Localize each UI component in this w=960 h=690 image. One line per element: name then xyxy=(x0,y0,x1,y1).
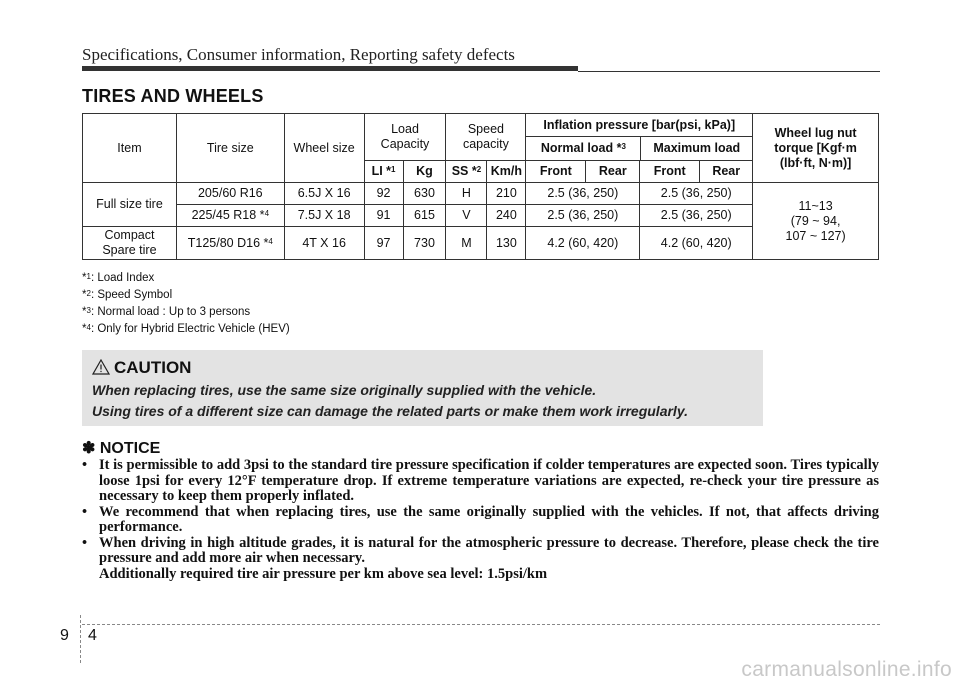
header-divider xyxy=(578,71,880,72)
cell-kmh: 210 xyxy=(487,183,526,205)
header-maximum-load: Maximum load xyxy=(653,141,741,155)
cell-li: 97 xyxy=(364,227,403,260)
watermark: carmanualsonline.info xyxy=(741,658,952,681)
header-load-capacity: Load Capacity xyxy=(364,114,446,161)
cell-maximum-load: 4.2 (60, 420) xyxy=(640,227,753,260)
header-item: Item xyxy=(83,114,177,183)
section-title: TIRES AND WHEELS xyxy=(82,86,264,106)
warning-icon xyxy=(92,359,110,380)
cell-normal-load: 2.5 (36, 250) xyxy=(526,183,640,205)
notice-item: • When driving in high altitude grades, it is natural for the atmospheric pressure to decrease. Therefore, please check the tire pressure and add more air when necessary. Additionally required tire air pressure per km above sea level: 1.5psi/km xyxy=(82,534,879,582)
caution-text: When replacing tires, use the same size originally supplied with the vehicle. Using tires of a different size can damage the related parts or make them work irregularly. xyxy=(92,382,688,419)
cell-maximum-load: 2.5 (36, 250) xyxy=(640,183,753,205)
header-inflation: Inflation pressure [bar(psi, kPa)] xyxy=(543,118,736,132)
cell-normal-load: 2.5 (36, 250) xyxy=(526,205,640,227)
header-inflation-group xyxy=(526,114,753,161)
caution-title: CAUTION xyxy=(114,358,192,377)
cell-tire-size: 205/60 R16 xyxy=(176,183,284,205)
header-kg: Kg xyxy=(403,161,446,183)
cell-normal-load: 4.2 (60, 420) xyxy=(526,227,640,260)
header-wheel-size: Wheel size xyxy=(284,114,364,183)
page-number: 4 xyxy=(88,627,97,644)
tires-wheels-table xyxy=(82,113,879,260)
cell-ss: V xyxy=(446,205,487,227)
header-title: Specifications, Consumer information, Reporting safety defects xyxy=(82,45,515,64)
header-normal-load: Normal load *$^3$ xyxy=(526,137,641,160)
page-chapter: 9 xyxy=(60,627,69,644)
cell-kg: 615 xyxy=(403,205,446,227)
cell-li: 92 xyxy=(364,183,403,205)
header-front-max: Front xyxy=(640,161,700,183)
cell-tire-size: 225/45 R18 *$^4$ xyxy=(176,205,284,227)
footnote: *$^2$: Speed Symbol xyxy=(82,289,173,301)
cell-kg: 630 xyxy=(403,183,446,205)
cell-wheel-size: 7.5J X 18 xyxy=(284,205,364,227)
header-rear-normal: Rear xyxy=(586,161,640,183)
header-kmh: Km/h xyxy=(487,161,526,183)
cell-wheel-size: 6.5J X 16 xyxy=(284,183,364,205)
notice-item: • We recommend that when replacing tires, use the same originally supplied with the vehicles. If not, that affects driving performance. xyxy=(82,503,879,535)
footnotes xyxy=(82,270,290,338)
cell-wheel-size: 4T X 16 xyxy=(284,227,364,260)
notice-list xyxy=(82,458,879,582)
header-tire-size: Tire size xyxy=(176,114,284,183)
cell-ss: H xyxy=(446,183,487,205)
notice-item: • It is permissible to add 3psi to the standard tire pressure specification if colder temperatures are expected soon. Tires typically loose 1psi for every 12°F temperature drop. If extreme temperature variations are expected, re-check your tire pressure as necessary to keep them properly inflated. xyxy=(82,457,879,504)
row-item: Compact Spare tire xyxy=(83,227,177,260)
cell-li: 91 xyxy=(364,205,403,227)
cell-torque: 11~13 (79 ~ 94, 107 ~ 127) xyxy=(753,183,879,260)
footnote: *$^4$: Only for Hybrid Electric Vehicle (HEV) xyxy=(82,323,290,335)
header-speed-capacity: Speed capacity xyxy=(446,114,526,161)
header-front-normal: Front xyxy=(526,161,586,183)
page-divider xyxy=(82,624,880,625)
header-li: LI *$^1$ xyxy=(364,161,403,183)
cell-kmh: 240 xyxy=(487,205,526,227)
cell-tire-size: T125/80 D16 *$^4$ xyxy=(176,227,284,260)
row-item: Full size tire xyxy=(83,183,177,227)
footnote: *$^3$: Normal load : Up to 3 persons xyxy=(82,306,251,318)
footnote: *$^1$: Load Index xyxy=(82,272,155,284)
caution-box xyxy=(82,350,763,426)
header-ss: SS *$^2$ xyxy=(446,161,487,183)
header-rear-max: Rear xyxy=(700,161,753,183)
cell-kmh: 130 xyxy=(487,227,526,260)
header-bar xyxy=(82,66,578,71)
cell-ss: M xyxy=(446,227,487,260)
cell-maximum-load: 2.5 (36, 250) xyxy=(640,205,753,227)
cell-kg: 730 xyxy=(403,227,446,260)
page-number-divider xyxy=(80,615,81,663)
header-wheel-lug: Wheel lug nut torque [Kgf·m (lbf·ft, N·m)] xyxy=(753,114,879,183)
notice-title: ✽ NOTICE xyxy=(82,440,161,457)
